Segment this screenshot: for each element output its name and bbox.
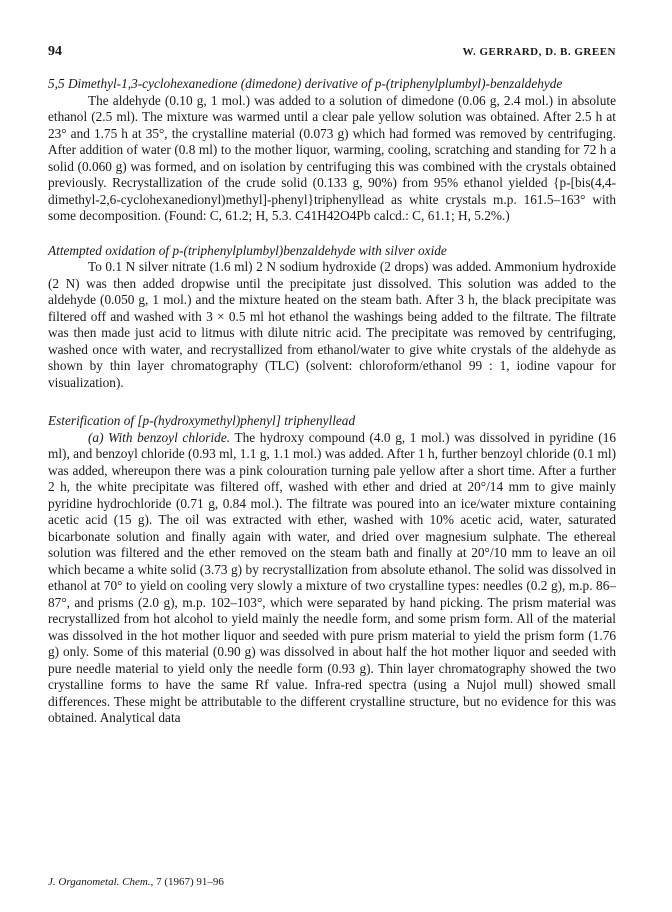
page-header	[48, 44, 616, 66]
paragraph-oxidation: To 0.1 N silver nitrate (1.6 ml) 2 N sodium hydroxide (2 drops) was added. Ammonium hydroxide (2 N) was then added dropwise until the precipitate just dissolved. This solution was added to the aldehyde (0.050 g, 1 mol.) and the mixture heated on the steam bath. After 3 h, the black precipitate was filtered off and washed with 3 × 0.5 ml hot ethanol the washings being added to the filtrate. The filtrate was then made just acid to litmus with dilute nitric acid. The precipitate was removed by centrifuging, washed once with water, and recrystallized from ethanol/water to give white crystals of the aldehyde as shown by thin layer chromatography (TLC) (solvent: chloroform/ethanol 99 : 1, iodine vapour for visualization).	[48, 259, 616, 390]
footer-volume: 7	[156, 876, 162, 888]
footer-year-pages: (1967) 91–96	[164, 876, 224, 888]
footer-journal: J. Organometal. Chem.,	[48, 876, 154, 888]
journal-footer	[48, 876, 224, 888]
section-title-esterification: Esterification of [p-(hydroxymethyl)phenyl] triphenyllead	[48, 413, 356, 428]
paragraph-dimedone: The aldehyde (0.10 g, 1 mol.) was added to a solution of dimedone (0.06 g, 2.4 mol.) in absolute ethanol (2.5 ml). The mixture was warmed until a clear pale yellow solution was obtained. After 2.5 h at 23° and 1.75 h at 35°, the crystalline material (0.073 g) which had formed was removed by centrifuging. After addition of water (0.8 ml) to the mother liquor, warming, cooling, scratching and standing for 72 h a solid (0.060 g) was formed, and on isolation by centrifuging this was combined with the crystals obtained previously. Recrystallization of the crude solid (0.133 g, 90%) from 95% ethanol yielded {p-[bis(4,4-dimethyl-2,6-cyclohexanedionyl)methyl]-phenyl}triphenyllead as white crystals m.p. 161.5–163° with some decomposition. (Found: C, 61.2; H, 5.3. C41H42O4Pb calcd.: C, 61.1; H, 5.2%.)	[48, 92, 616, 223]
section-title-oxidation: Attempted oxidation of p-(triphenylplumbyl)benzaldehyde with silver oxide	[48, 242, 447, 258]
paragraph-esterification-text: The hydroxy compound (4.0 g, 1 mol.) was dissolved in pyridine (16 ml), and benzoyl chloride (0.93 ml, 1.1 g, 1.1 mol.) was added. After 1 h, further benzoyl chloride (0.1 ml) was added, whereupon there was a pink colouration turning pale yellow after a short time. After a further 2 h, the white precipitate was filtered off, washed with ether and dried at 20°/14 mm to give mainly pyridine hydrochloride (0.71 g, 0.84 mol.). The filtrate was poured into an ice/water mixture containing acetic acid (15 g). The oil was extracted with ether, washed with 10% acetic acid, water, saturated bicarbonate solution and finally again with water, and dried over magnesium sulphate. The ethereal solution was filtered and the ether removed on the steam bath and finally at 20°/10 mm to leave an oil which became a white solid (3.73 g) by recrystallization from absolute ethanol. The solid was dissolved in ethanol at 70° to yield on cooling very slowly a mixture of two crystalline types: needles (0.2 g), m.p. 86–87°, and prisms (2.0 g), m.p. 102–103°, which were separated by hand picking. The prism material was recrystallized from hot alcohol to yield mainly the needle form, and some prism form. All of the material was dissolved in the hot mother liquor and seeded with pure prism material to yield the prism form (1.76 g) only. Some of this material (0.90 g) was dissolved in about half the hot mother liquor and seeded with pure needle material to yield only the needle form (0.93 g). Thin layer chromatography showed the two crystalline forms to have the same Rf value. Infra-red spectra (using a Nujol mull) showed small differences. These might be attributable to the different crystalline structure, but no evidence for this was obtained. Analytical data	[48, 429, 616, 725]
subheading-benzoyl-chloride: (a) With benzoyl chloride.	[88, 429, 231, 445]
page-number: 94	[48, 44, 62, 59]
paragraph-esterification	[48, 430, 616, 727]
running-head: W. GERRARD, D. B. GREEN	[462, 46, 616, 58]
section-title-dimedone: 5,5 Dimethyl-1,3-cyclohexanedione (dimedone) derivative of p-(triphenylplumbyl)-benzaldehyde	[48, 76, 563, 91]
